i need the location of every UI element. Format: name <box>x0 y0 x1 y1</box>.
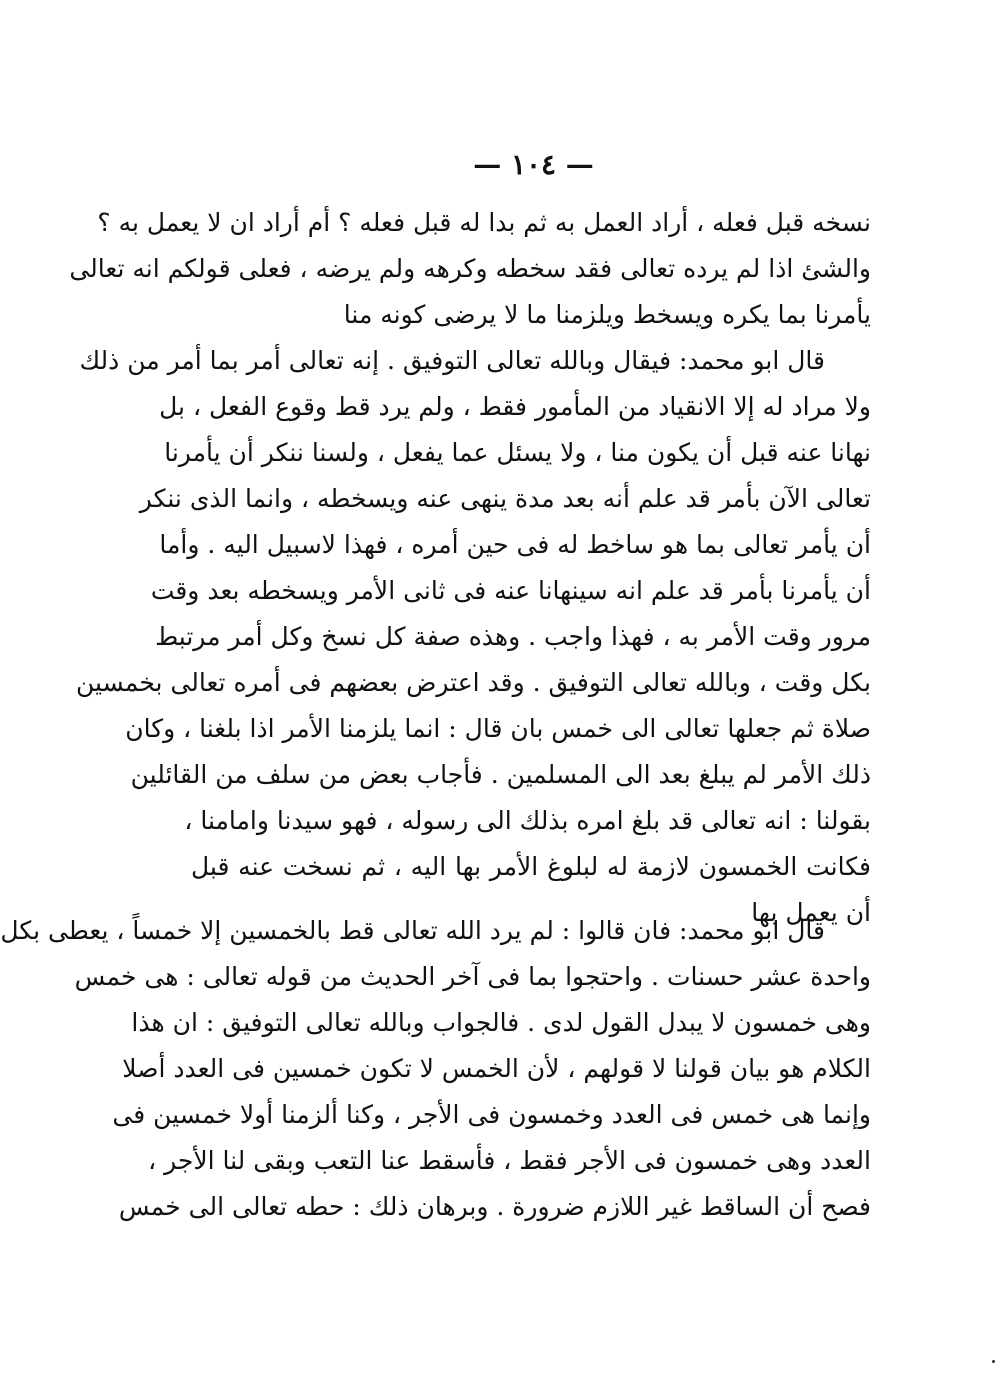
text-line: أن يأمر تعالى بما هو ساخط له فى حين أمره ، فهذا لاسبيل اليه . وأما <box>159 530 871 559</box>
page-number: — ١٠٤ — <box>473 148 594 181</box>
text-line: قال ابو محمد: فان قالوا : لم يرد الله تعالى قط بالخمسين إلا خمساً ، يعطى بكل <box>0 916 825 945</box>
text-line: واحدة عشر حسنات . واحتجوا بما فى آخر الحديث من قوله تعالى : هى خمس <box>74 962 871 991</box>
text-line: والشئ اذا لم يرده تعالى فقد سخطه وكرهه ولم يرضه ، فعلى قولكم انه تعالى <box>69 254 871 283</box>
text-line: تعالى الآن بأمر قد علم أنه بعد مدة ينهى عنه ويسخطه ، وانما الذى ننكر <box>139 484 871 513</box>
text-line: صلاة ثم جعلها تعالى الى خمس بان قال : انما يلزمنا الأمر اذا بلغنا ، وكان <box>125 714 871 743</box>
text-line: وهى خمسون لا يبدل القول لدى . فالجواب وبالله تعالى التوفيق : ان هذا <box>131 1008 871 1037</box>
text-line: بكل وقت ، وبالله تعالى التوفيق . وقد اعترض بعضهم فى أمره تعالى بخمسين <box>76 668 871 697</box>
text-line: ولا مراد له إلا الانقياد من المأمور فقط ، ولم يرد قط وقوع الفعل ، بل <box>159 392 871 421</box>
text-line: نهانا عنه قبل أن يكون منا ، ولا يسئل عما يفعل ، ولسنا ننكر أن يأمرنا <box>164 438 871 467</box>
scan-speck <box>992 1360 995 1363</box>
text-line: قال ابو محمد: فيقال وبالله تعالى التوفيق . إنه تعالى أمر بما أمر من ذلك <box>79 346 825 375</box>
text-line: مرور وقت الأمر به ، فهذا واجب . وهذه صفة كل نسخ وكل أمر مرتبط <box>155 622 871 651</box>
paragraph-2 <box>76 338 871 936</box>
paragraph-3 <box>0 908 871 1230</box>
text-line: يأمرنا بما يكره ويسخط ويلزمنا ما لا يرضى كونه منا <box>343 300 871 329</box>
paragraph-1 <box>69 200 871 338</box>
text-line: بقولنا : انه تعالى قد بلغ امره بذلك الى رسوله ، فهو سيدنا وامامنا ، <box>184 806 871 835</box>
text-line: الكلام هو بيان قولنا لا قولهم ، لأن الخمس لا تكون خمسين فى العدد أصلا <box>122 1054 871 1083</box>
text-line: العدد وهى خمسون فى الأجر فقط ، فأسقط عنا التعب وبقى لنا الأجر ، <box>148 1146 871 1175</box>
text-line: فكانت الخمسون لازمة له لبلوغ الأمر بها اليه ، ثم نسخت عنه قبل <box>191 852 871 881</box>
text-line: أن يأمرنا بأمر قد علم انه سينهانا عنه فى ثانى الأمر ويسخطه بعد وقت <box>150 576 871 605</box>
text-line: أن يعمل بها <box>751 898 871 927</box>
text-line: نسخه قبل فعله ، أراد العمل به ثم بدا له قبل فعله ؟ أم أراد ان لا يعمل به ؟ <box>97 208 871 237</box>
text-line: وإنما هى خمس فى العدد وخمسون فى الأجر ، وكنا ألزمنا أولا خمسين فى <box>112 1100 871 1129</box>
text-line: ذلك الأمر لم يبلغ بعد الى المسلمين . فأجاب بعض من سلف من القائلين <box>130 760 871 789</box>
text-line: فصح أن الساقط غير اللازم ضرورة . وبرهان ذلك : حطه تعالى الى خمس <box>118 1192 871 1221</box>
